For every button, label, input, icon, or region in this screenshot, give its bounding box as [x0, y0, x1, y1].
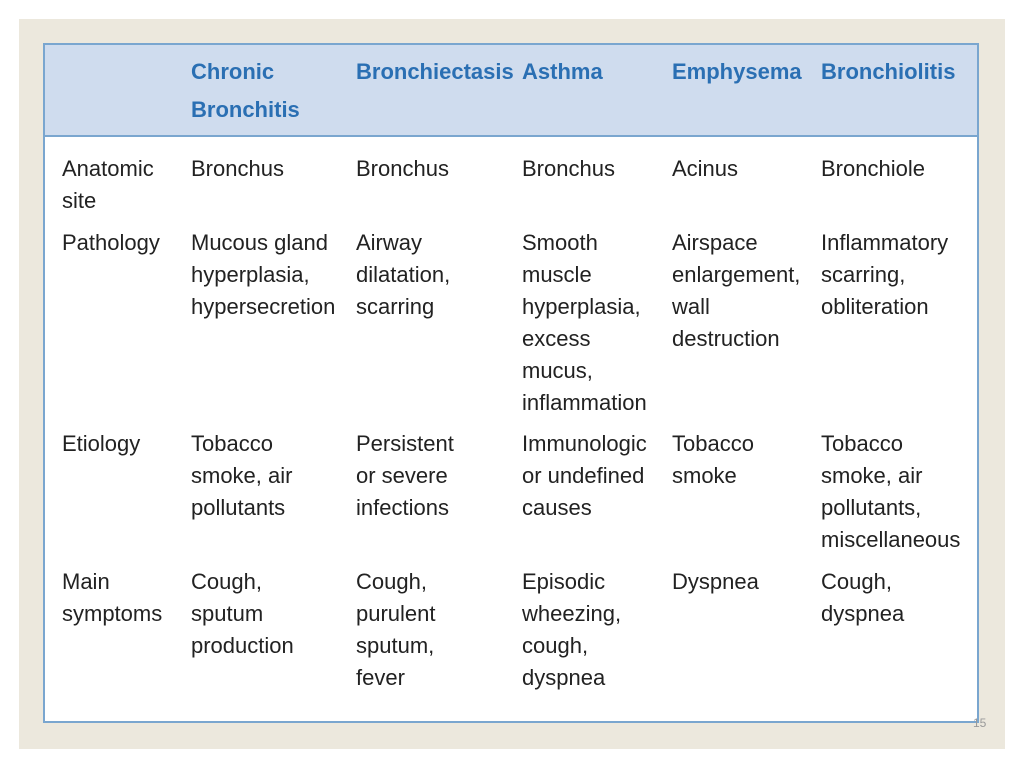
table-cell: Airway dilatation, scarring	[356, 230, 451, 319]
column-header-emphysema: Emphysema	[672, 59, 802, 84]
table-cell: Episodic wheezing, cough, dyspnea	[522, 569, 622, 690]
table-cell: Tobacco smoke	[672, 431, 754, 488]
table-cell: Bronchus	[356, 156, 449, 181]
table-cell: Mucous gland hyperplasia, hypersecretion	[191, 230, 336, 319]
table-cell: Cough, dyspnea	[821, 569, 905, 626]
table-cell: Bronchus	[522, 156, 615, 181]
table-cell: Smooth muscle hyperplasia, excess mucus, inflammation	[522, 230, 647, 415]
table-cell: Cough, purulent sputum, fever	[356, 569, 436, 690]
table-header	[45, 45, 977, 137]
table-cell: Tobacco smoke, air pollutants, miscellaneous	[821, 431, 961, 552]
table-cell: Persistent or severe infections	[356, 431, 454, 520]
page-number: 15	[973, 716, 987, 730]
column-header-asthma: Asthma	[522, 59, 603, 84]
table-cell: Bronchiole	[821, 156, 925, 181]
column-header-bronchiolitis: Bronchiolitis	[821, 59, 956, 84]
column-header-bronchiectasis: Bronchiectasis	[356, 59, 514, 84]
table-cell: Inflammatory scarring, obliteration	[821, 230, 949, 319]
table-cell: Bronchus	[191, 156, 284, 181]
table-cell: Airspace enlargement, wall destruction	[672, 230, 801, 351]
row-label-anatomic-site: Anatomic site	[62, 156, 154, 213]
table-cell: Tobacco smoke, air pollutants	[191, 431, 293, 520]
table-cell: Immunologic or undefined causes	[522, 431, 647, 520]
comparison-table	[43, 43, 979, 723]
row-label-etiology: Etiology	[62, 431, 141, 456]
column-header-chronic-bronchitis: Chronic Bronchitis	[191, 59, 300, 122]
table-cell: Acinus	[672, 156, 739, 181]
table-cell: Cough, sputum production	[191, 569, 294, 658]
row-label-main-symptoms: Main symptoms	[62, 569, 163, 626]
table-cell: Dyspnea	[672, 569, 759, 594]
row-label-pathology: Pathology	[62, 230, 160, 255]
